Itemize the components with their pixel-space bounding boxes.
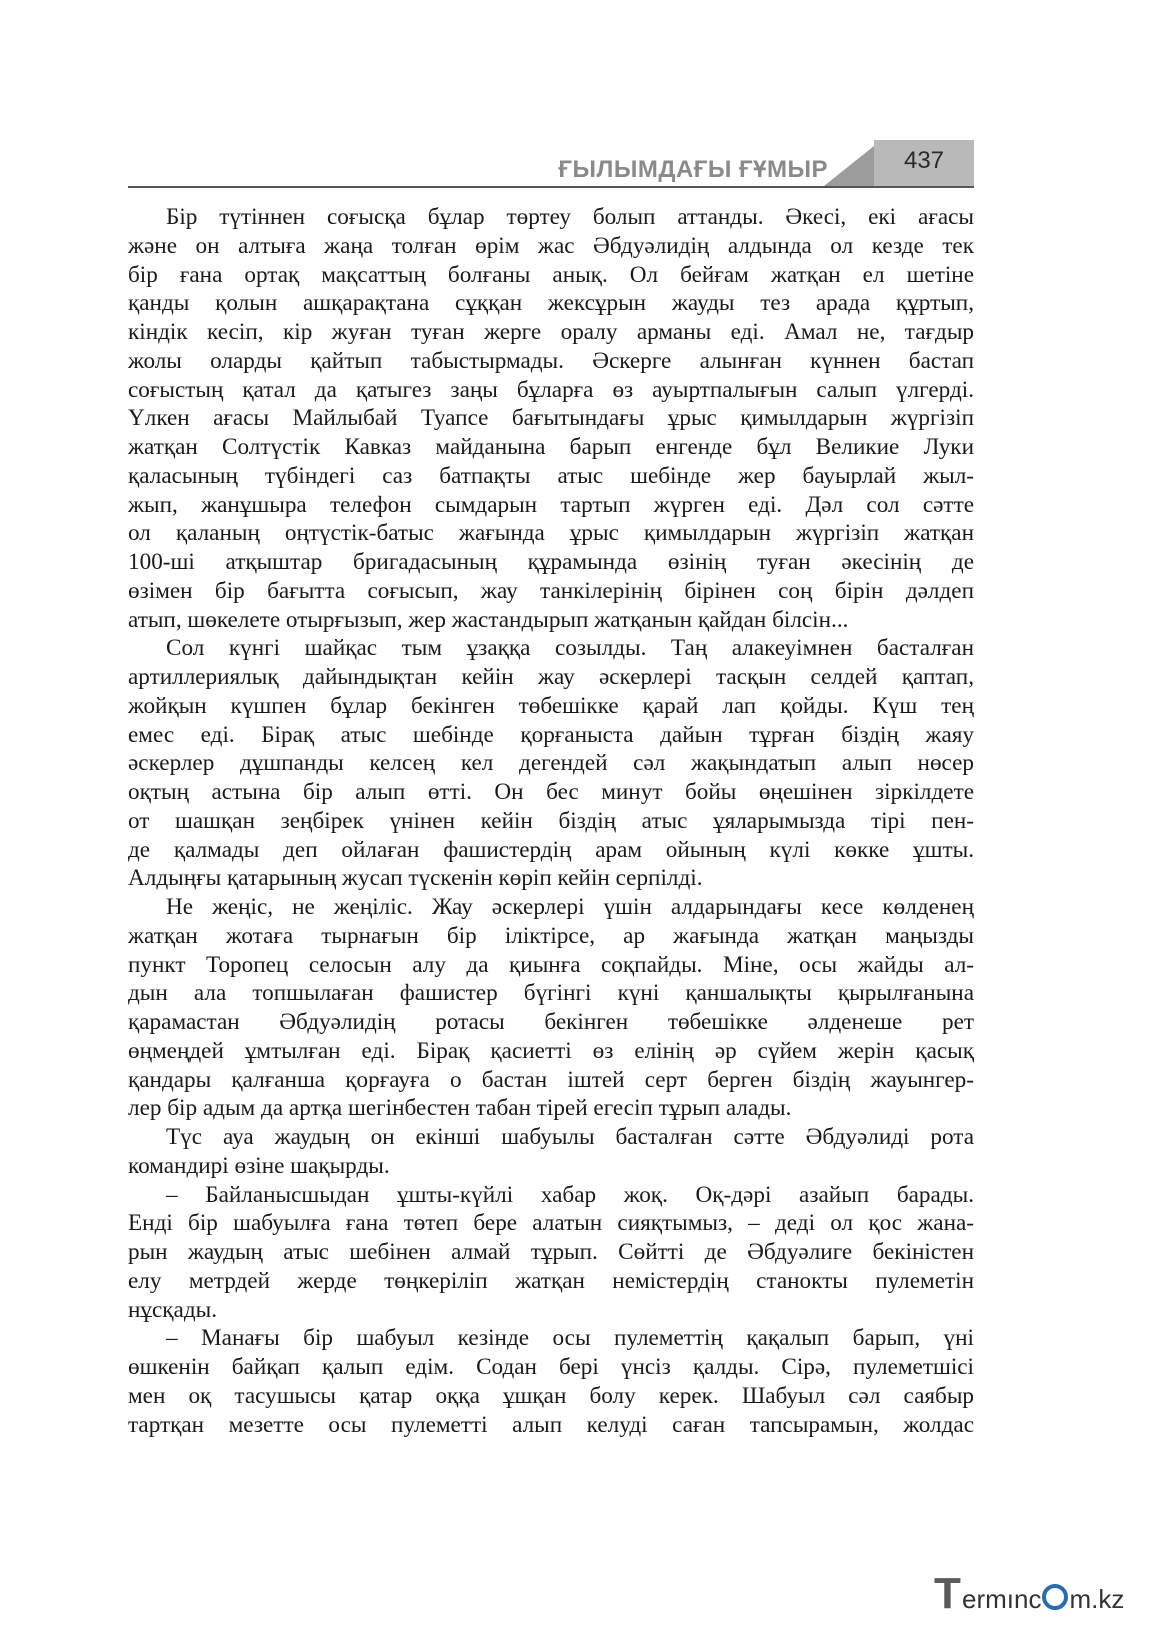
text-line: – Байланысшыдан ұшты-күйлі хабар жоқ. Оқ-дәрі азайып барады. <box>166 1181 974 1208</box>
text-line: мен оқ тасушысы қатар оққа ұшқан болу керек. Шабуыл сәл саябыр <box>128 1382 974 1409</box>
text-line: пункт Торопец селосын алу да қиынға соқпайды. Міне, осы жайды ал- <box>128 951 974 978</box>
text-line: елу метрдей жерде төңкеріліп жатқан немістердің станокты пулеметін <box>128 1267 974 1294</box>
text-line: бір ғана ортақ мақсаттың болғаны анық. Ол бейғам жатқан ел шетіне <box>128 261 974 288</box>
text-line: әскерлер дұшпанды келсең кел дегендей сәл жақындатып алып нөсер <box>128 750 974 777</box>
text-line: өңмеңдей ұмтылған еді. Бірақ қасиетті өз елінің әр сүйем жерін қасық <box>128 1037 974 1064</box>
page-number-box <box>874 140 974 186</box>
header-wedge-decoration <box>824 146 874 186</box>
text-line: Алдыңғы қатарының жусап түскенін көріп кейін серпілді. <box>128 865 703 892</box>
page-header <box>128 136 974 188</box>
watermark-first-letter: T <box>934 1569 961 1618</box>
text-line: нұсқады. <box>128 1296 218 1323</box>
text-line: лер бір адым да артқа шегінбестен табан тірей егесіп тұрып алады. <box>128 1095 792 1122</box>
text-line: де қалмады деп ойлаған фашистердің арам ойының күлі көкке ұшты. <box>128 836 974 863</box>
watermark-o-icon <box>1042 1584 1068 1610</box>
text-line: кіндік кесіп, кір жуған туған жерге оралу арманы еді. Амал не, тағдыр <box>128 319 974 345</box>
text-line: ол қаланың оңтүстік-батыс жағында ұрыс қимылдарын жүргізіп жатқан <box>128 520 974 547</box>
text-line: емес еді. Бірақ атыс шебінде қорғаныста дайын тұрған біздің жаяу <box>128 721 974 748</box>
text-line: жойқын күшпен бұлар бекінген төбешікке қарай лап қойды. Күш тең <box>128 692 974 719</box>
text-line: Не жеңіс, не жеңіліс. Жау әскерлері үшін алдарындағы кесе көлденең <box>166 894 974 920</box>
text-line: өшкенін байқап қалып едім. Содан бері үнсіз қалды. Сірә, пулеметшісі <box>128 1354 974 1380</box>
watermark-end-text: m.kz <box>1069 1584 1125 1614</box>
text-line: командирі өзіне шақырды. <box>128 1152 390 1179</box>
text-line: Бір түтіннен соғысқа бұлар төртеу болып аттанды. Әкесі, екі ағасы <box>166 204 974 230</box>
text-line: жатқан жотаға тырнағын бір іліктірсе, ар жағында жатқан маңызды <box>128 922 974 949</box>
text-line: Сол күнгі шайқас тым ұзаққа созылды. Таң алакеуімнен басталған <box>166 635 974 662</box>
text-line: рын жаудың атыс шебінен алмай тұрып. Сөйтті де Әбдуәлиге бекіністен <box>128 1239 974 1265</box>
text-line: – Манағы бір шабуыл кезінде осы пулеметтің қақалып барып, үні <box>166 1325 974 1352</box>
text-line: соғыстың қатал да қатыгез заңы бұларға өз ауыртпалығын салып үлгерді. <box>128 376 974 403</box>
text-line: қаласының түбіндегі саз батпақты атыс шебінде жер бауырлай жыл- <box>128 462 974 489</box>
text-line: жатқан Солтүстік Кавказ майданына барып енгенде бұл Великие Луки <box>128 434 974 460</box>
text-line: артиллериялық дайындықтан кейін жау әскерлері тасқын селдей қаптап, <box>128 664 974 690</box>
text-line: дын ала топшылаған фашистер бүгінгі күні қаншалықты қырылғанына <box>128 980 974 1007</box>
text-line: Енді бір шабуылға ғана төтеп бере алатын сияқтымыз, – деді ол қос жана- <box>128 1210 974 1237</box>
watermark-mid-text: ermınc <box>962 1584 1042 1614</box>
text-line: жып, жанұшыра телефон сымдарын тартып жүрген еді. Дәл сол сәтте <box>128 491 974 518</box>
text-line: 100-ші атқыштар бригадасының құрамында өзінің туған әкесінің де <box>128 549 974 575</box>
watermark-text <box>962 1584 1124 1615</box>
running-title: ҒЫЛЫМДАҒЫ ҒҰМЫР <box>558 156 828 183</box>
text-line: қанды қолын ашқарақтана сұққан жексұрын жауды тез арада құртып, <box>128 290 974 317</box>
text-line: Үлкен ағасы Майлыбай Туапсе бағытындағы ұрыс қимылдарын жүргізіп <box>128 405 974 432</box>
text-line: тартқан мезетте осы пулеметті алып келуді саған тапсырамын, жолдас <box>128 1411 974 1438</box>
text-line: оқтың астына бір алып өтті. Он бес минут бойы өңешінен зіркілдете <box>128 779 974 805</box>
text-line: атып, шөкелете отырғызып, жер жастандырып жатқанын қайдан білсін... <box>128 606 849 633</box>
text-line: жолы оларды қайтып табыстырмады. Әскерге алынған күннен бастап <box>128 347 974 374</box>
text-line: өзімен бір бағытта соғысып, жау танкілерінің бірінен соң бірін дәлдеп <box>128 577 974 604</box>
text-line: қарамастан Әбдуәлидің ротасы бекінген төбешікке әлденеше рет <box>128 1009 974 1035</box>
watermark-logo <box>934 1569 1134 1629</box>
body-text <box>128 203 974 1439</box>
text-line: от шашқан зеңбірек үнінен кейін біздің атыс ұяларымызда тірі пен- <box>128 807 974 834</box>
header-rule <box>128 186 974 188</box>
text-line: Түс ауа жаудың он екінші шабуылы басталған сәтте Әбдуәлиді рота <box>166 1124 974 1150</box>
text-line: қандары қалғанша қорғауға о бастан іштей серт берген біздің жауынгер- <box>128 1066 974 1093</box>
page-number: 437 <box>903 147 945 174</box>
text-line: және он алтыға жаңа толған өрім жас Әбдуәлидің алдында ол кезде тек <box>128 232 974 259</box>
